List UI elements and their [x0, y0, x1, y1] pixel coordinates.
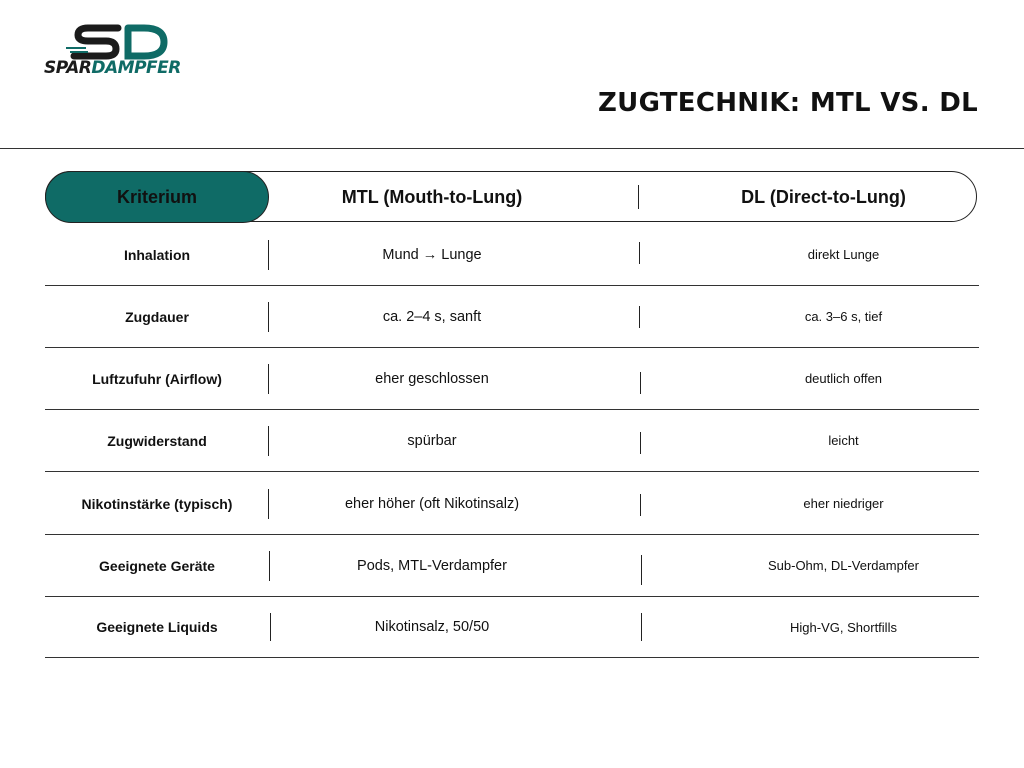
- page-title: ZUGTECHNIK: MTL VS. DL: [598, 88, 978, 118]
- row-mtl-value: Pods, MTL-Verdampfer: [357, 557, 507, 574]
- row-criterion: Inhalation: [123, 246, 191, 263]
- table-row: [45, 286, 979, 348]
- row-dl-value: eher niedriger: [803, 496, 884, 511]
- brand-wordmark: [44, 58, 181, 78]
- row-dl-value: deutlich offen: [804, 371, 883, 386]
- table-row: [45, 348, 979, 410]
- row-criterion: Zugwiderstand: [107, 432, 207, 449]
- row-mtl-value: Nikotinsalz, 50/50: [374, 619, 490, 635]
- header-divider: [0, 148, 1024, 149]
- column-separator: [268, 426, 269, 456]
- table-row: [45, 535, 979, 597]
- brand-name-part2: DAMPFER: [91, 58, 181, 78]
- row-criterion: Zugdauer: [125, 308, 189, 325]
- column-separator: [268, 364, 269, 394]
- header-mtl: MTL (Mouth-to-Lung): [341, 186, 523, 207]
- brand-logo: [44, 22, 184, 82]
- brand-name-part1: SPAR: [44, 58, 92, 78]
- column-separator: [639, 306, 640, 328]
- header-criterion: Kriterium: [45, 171, 269, 223]
- table-row: [45, 224, 979, 286]
- row-criterion: Geeignete Geräte: [99, 557, 215, 574]
- column-separator: [268, 302, 269, 332]
- header-dl: DL (Direct-to-Lung): [741, 186, 906, 207]
- row-dl-value: High-VG, Shortfills: [790, 619, 897, 635]
- row-mtl-value: eher geschlossen: [375, 370, 489, 387]
- table-row: [45, 597, 979, 658]
- table-row: [45, 473, 979, 535]
- row-criterion: Nikotinstärke (typisch): [81, 495, 233, 512]
- row-dl-value: Sub-Ohm, DL-Verdampfer: [767, 558, 919, 573]
- row-criterion: Geeignete Liquids: [96, 619, 218, 635]
- sd-monogram-icon: [66, 22, 176, 62]
- row-dl-value: ca. 3–6 s, tief: [804, 309, 883, 324]
- row-dl-value: direkt Lunge: [807, 247, 880, 262]
- row-mtl-value: eher höher (oft Nikotinsalz): [344, 495, 520, 512]
- row-mtl-value: spürbar: [407, 432, 457, 449]
- row-mtl-value: Mund → Lunge: [382, 246, 482, 263]
- column-separator: [639, 242, 640, 264]
- row-criterion: Luftzufuhr (Airflow): [92, 370, 222, 387]
- row-mtl-value: ca. 2–4 s, sanft: [382, 308, 482, 325]
- table-row: [45, 410, 979, 472]
- header-column-separator: [638, 185, 639, 209]
- row-dl-value: leicht: [828, 433, 859, 448]
- column-separator: [268, 489, 269, 519]
- column-separator: [268, 240, 269, 270]
